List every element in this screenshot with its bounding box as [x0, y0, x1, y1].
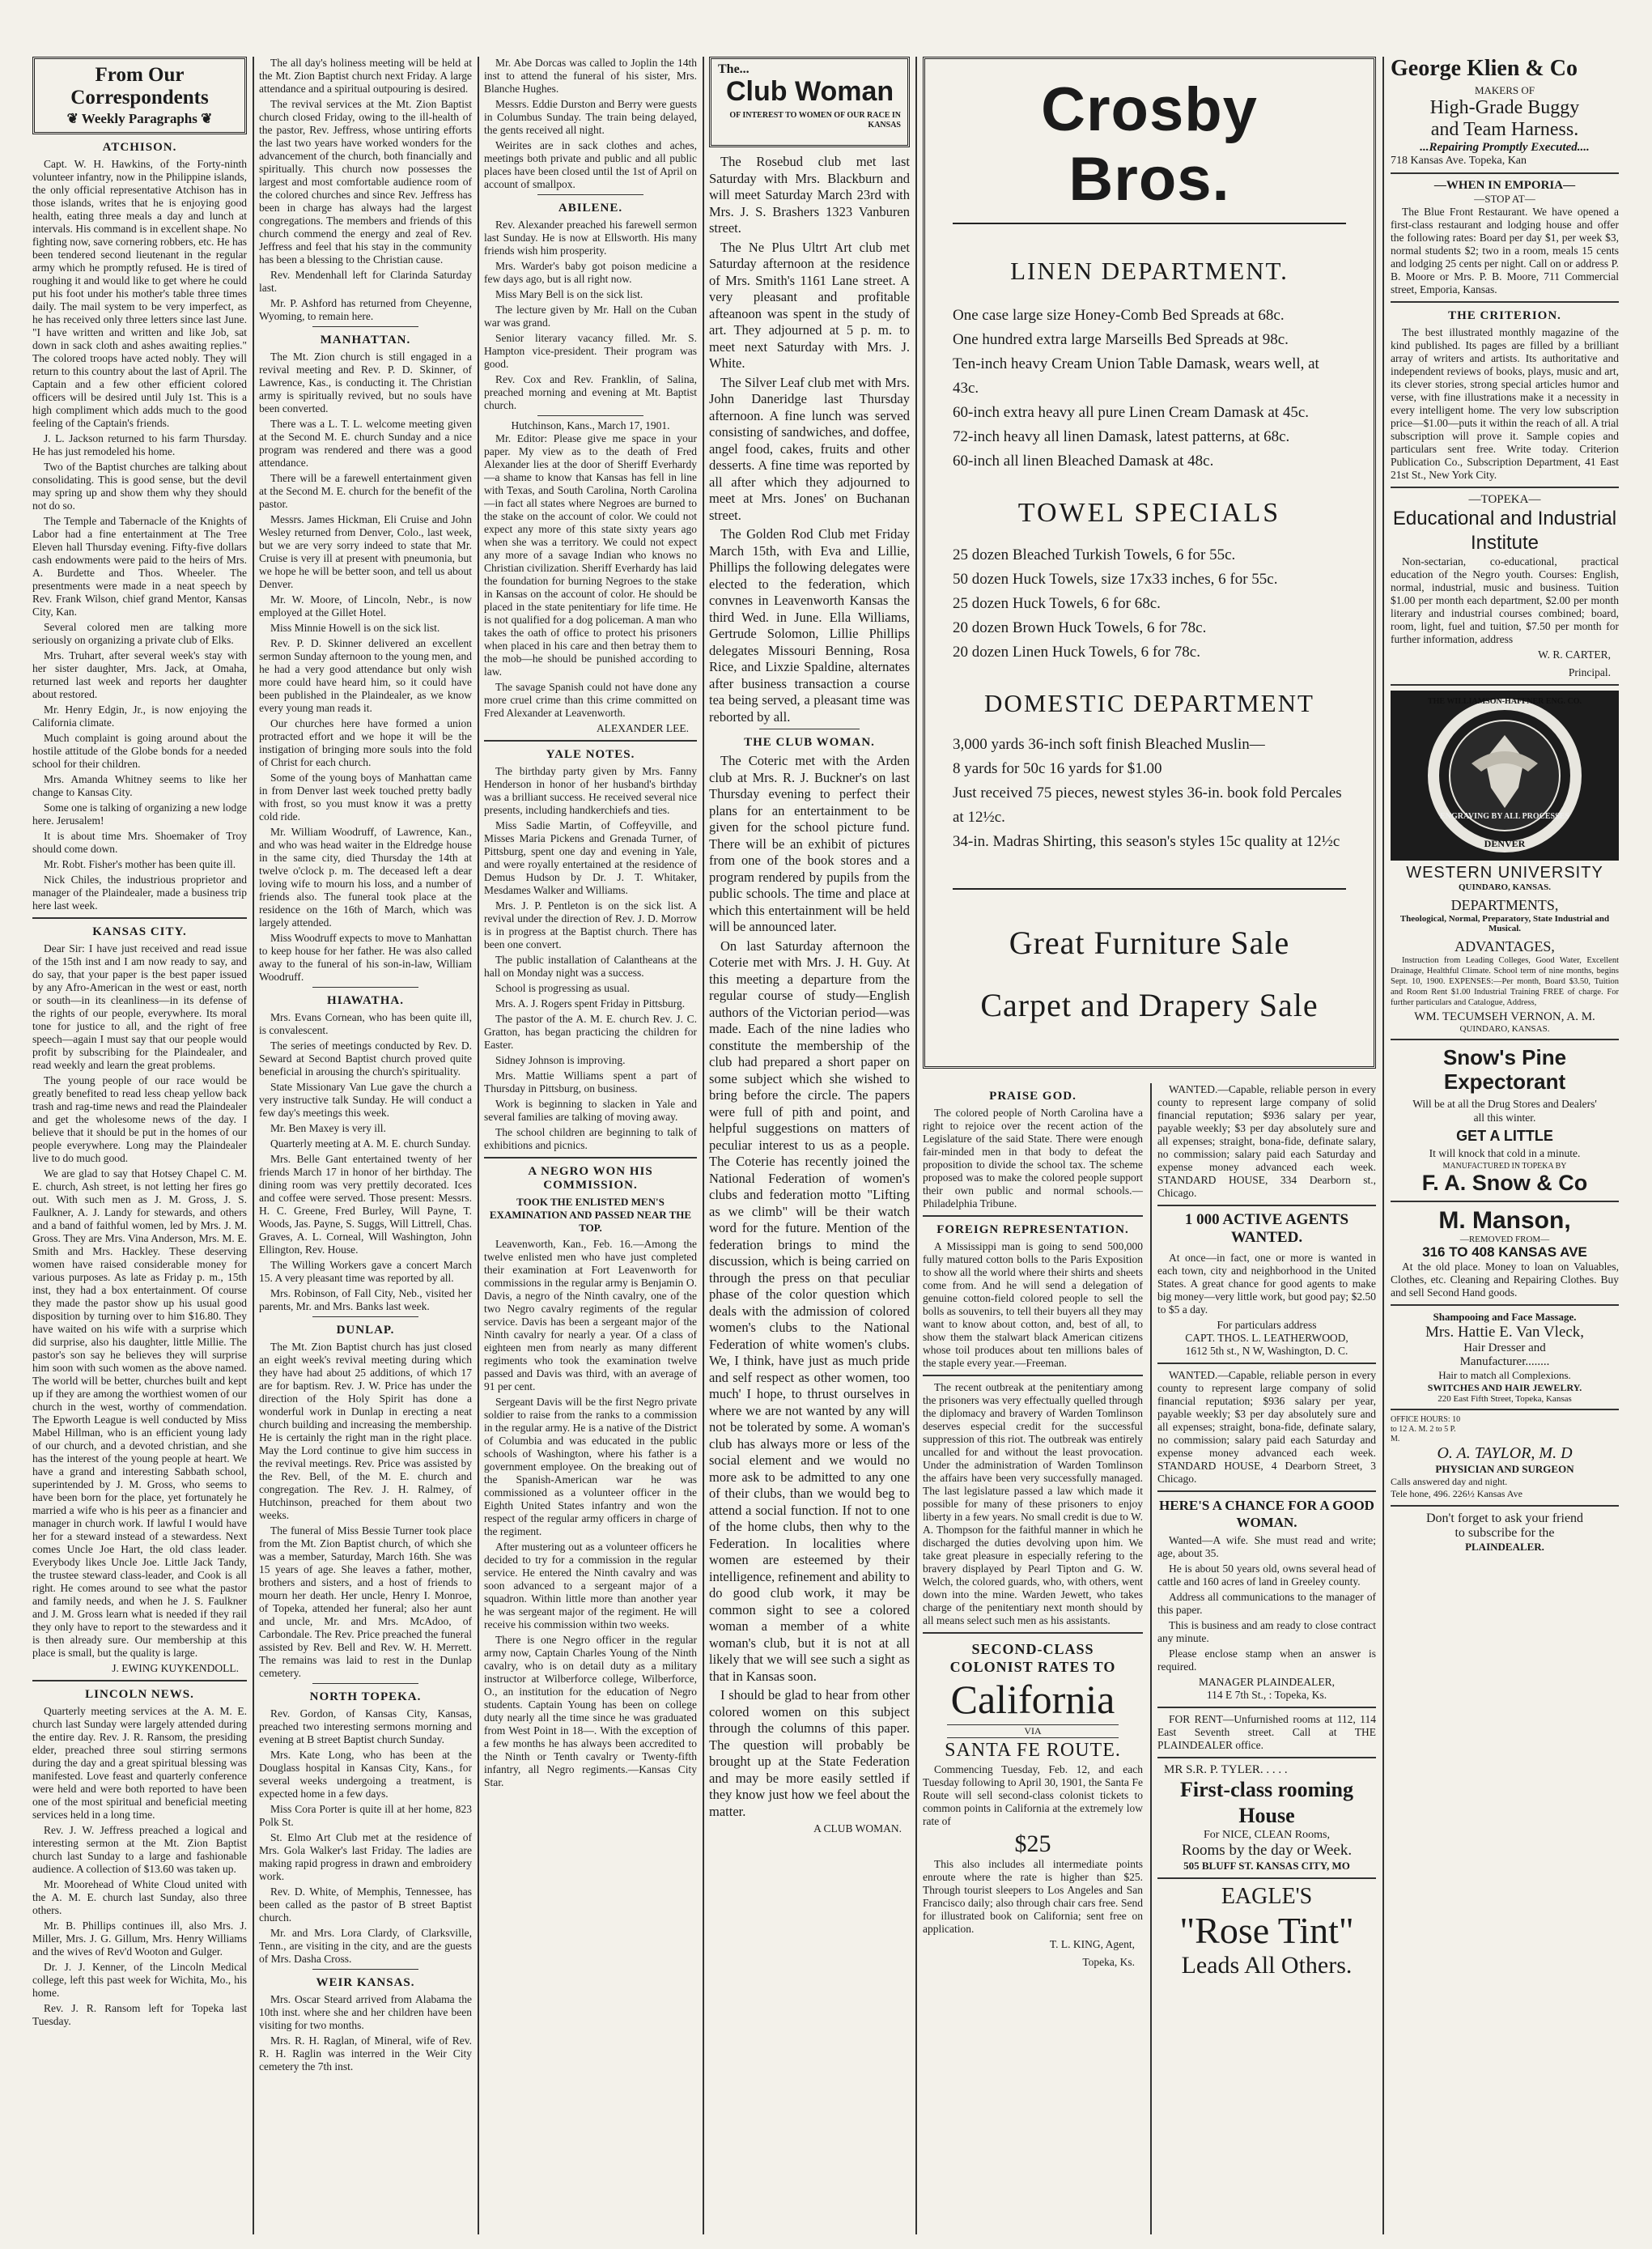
paragraph: Messrs. James Hickman, Eli Cruise and John Wesley returned from Denver, Colo., last week, but we are very sorry indeed to state that Mr. Cruise is very ill at present with pneumonia, but we hope he will be better soon, and tell us about Denver. — [259, 513, 472, 590]
weir-body — [259, 1993, 472, 2073]
paragraph: Mr. Editor: Please give me space in your paper. My view as to the death of Fred Alexander lies at the door of Sheriff Everhardy—a shame to know that Kansas has fell in line with Texas, and South Carolina, North Carolina—in fact all states where Negroes are burned to the stake on the account of color. We could not expect any more of this state sixty years ago when she was a territory. We could not expect any more of a savage Indian who knows no Christian civilization. Sheriff Everhardy has laid the foundation for burning Negroes to the stake in Kansas on the account of color. He should be placed in the state penitentiary for life time. He is not qualified for a dog policeman. A man who takes the oath of office to protect his prisoners when placed in his care and then betray them to the mob—he should be punished according to law. — [484, 432, 697, 678]
linen-heading: LINEN DEPARTMENT. — [1010, 257, 1289, 285]
engraving-top-text: THE WILLIAMSON-HAFFNER ENG. CO. — [1427, 697, 1582, 706]
paragraph: Mr. Abe Dorcas was called to Joplin the 14th inst to attend the funeral of his sister, Mrs. Blanche Hughes. — [484, 57, 697, 95]
eagle-brand: EAGLE'S — [1221, 1884, 1313, 1909]
california-text-2: This also includes all intermediate points enroute where the rate is higher than $25. Through tourist sleepers to Los Angeles and San Francisco daily; also through chair cars free. Send for illustrated book on California; sent free on application. — [923, 1858, 1143, 1935]
north-topeka-heading: NORTH TOPEKA. — [309, 1690, 422, 1703]
weir-continued — [484, 57, 697, 191]
paragraph: Quarterly meeting at A. M. E. church Sunday. — [270, 1137, 471, 1150]
paragraph: The school children are beginning to talk of exhibitions and picnics. — [484, 1126, 697, 1151]
snow-text-2: It will knock that cold in a minute. — [1429, 1147, 1581, 1159]
paragraph: The lecture given by Mr. Hall on the Cuban war was grand. — [484, 304, 697, 329]
manhattan-body — [259, 351, 472, 984]
western-departments-heading: DEPARTMENTS, — [1450, 897, 1559, 913]
paragraph: On last Saturday afternoon the Coterie met with Mrs. J. H. Guy. At this meeting a departure from the regular course of study—English authors of the Victorian period—was made. Each of the nine ladies who constitute the membership of the club had prepared a short paper on some subject which she wished to bring before the circle. The papers were full of pith and point, and helpful suggestions on matters of peculiar interest to us as a people. The Coterie has recently joined the National Federation of women's clubs and federation motto "Lifting as we climb" will be their watch word for the future. Mention of the federation brings to mind the discussion, which is being carried on through the press on that peculiar phase of the color question which deals with the admission of colored women's clubs to the National Federation of white women's clubs. We, I think, have just as much pride and self respect as other women, too much' I hope, to thrust ourselves in where we are not wanted by any will not be tolerated by some. A woman's club has always more or less of the social element and we would no more ask to be admitted to any one of their clubs, than we would beg to attend a social function. If not to one of the home clubs, then why to the Federation. In localities where women are esteemed by their intelligence, refinement and ability to do good club work, it may be common sight to see a colored woman a member of a white woman's club, but it is not at all likely that we will see such a sight as that in Kansas soon. — [709, 937, 910, 1684]
paragraph: The Ne Plus Ultrt Art club met Saturday afternoon at the residence of Mrs. Smith's 1161 Lane street. A very pleasant and profitable afteanoon was spent in the study of art. They adjourned at 5 p. m. to meet next Saturday with Mrs. J. White. — [709, 239, 910, 371]
paragraph: The savage Spanish could not have done any more cruel crime than this crime committed on Fred Alexander at Leavenworth. — [484, 681, 697, 719]
paragraph: 25 dozen Huck Towels, 6 for 68c. — [953, 595, 1161, 612]
kansas-city-signature: J. EWING KUYKENDOLL. — [112, 1662, 239, 1674]
mt-zion-notes — [259, 57, 472, 323]
vleck-role-2: Manufacturer........ — [1459, 1355, 1550, 1368]
klien-name: George Klien & Co — [1391, 57, 1578, 81]
paragraph: I should be glad to hear from other colored women on this subject through the columns of this paper. The question will probably be brought up at the State Federation and may be more easily settled if they know just how we feel about the matter. — [709, 1687, 910, 1819]
club-notes — [709, 154, 910, 725]
paragraph: Rev. J. W. Jeffress preached a logical and interesting sermon at the Mt. Zion Baptist church last Sunday to a large and fashionable audience. A collection of $13.60 was taken up. — [32, 1824, 247, 1875]
kansas-city-body — [32, 942, 247, 1660]
paragraph: Mrs. Oscar Steard arrived from Alabama the 10th inst. where she and her children have been visiting for two months. — [259, 1993, 472, 2031]
chance-heading: HERE'S A CHANCE FOR A GOOD WOMAN. — [1159, 1498, 1374, 1530]
paragraph: After mustering out as a volunteer officers he decided to try for a commission in the regular service. He entered the Ninth cavalry and was soon advanced to a sergeant major of a squadron. Within little more than another year he was sergeant major of the regiment. He will receive his commission within two weeks. — [484, 1541, 697, 1630]
paragraph: Miss Sadie Martin, of Coffeyville, and Misses Maria Pickens and Grenada Turner, of Pittsburg, spent one day and evening in Yale, and were royally entertained at the residence of Demus Hudson by Dr. J. T. Whitaker, Mesdames Walker and Williams. — [484, 819, 697, 896]
emporia-text: The Blue Front Restaurant. We have opened a first-class restaurant and lodging house and offer the following rates: Board per day $1, per week $3, normal students $2; two in a room, meals 15 cents and lodging 25 cents per night. Call on or address P. B. Moore or Mrs. P. B. Moore, 711 Commercial street, Emporia, Kansas. — [1391, 206, 1619, 295]
paragraph: We are glad to say that Hotsey Chapel C. M. E. church, Ash street, is not letting her fires go out. With such men as J. M. Gross, J. S. Faulkner, A. J. Landy for stewards, and others and a band of faithful women, led by Mrs. J. M. Gross. They are Mrs. Vina Anderson, Mrs. M. E. Smith and Mrs. Hackley. These deserving women have raised considerable money for various purposes. As late as Friday p. m., 15th inst, they had a box entertainment. Of course they made the pastor show up his usual good disposition by turning over to him $16.80. They have waited on his wife with a surprise which did surprise, also his daughter, little Millie. The pastor's son say he believes they will surprise him soon with such women as the above named. The world will be better, churches built and kept up if they are among the worthiest women of our church in the west, worthy of commendation. The Epworth League is well conducted by Miss Mabel Hillman, who is an efficient young lady of our church, and a devoted christian, and she has the interest of the young people at heart. We have a grand and interesting Sabbath school, superintended by J. M. Gross, who seems to have been born for the place, yet fortunately he married a wife who is his peer as a financier and manager in church work. If lawful I would have her for a steward instead of a stewardess. Next comes Uncle Joe Hart, the old class leader. Everybody likes Uncle Joe. Little Jack Tandy, the trustee steward class-leader, and Cook is all right. He comes around to see what the pastor and family needs, and when he J. S. Faulkner and J. M. Gross learn what is needed if they rail they only have to report to the stewardess and it is then already sure. Our membership at this place is small, but the quality is large. — [32, 1167, 247, 1659]
correspondents-title: From Our Correspondents — [70, 64, 209, 108]
criterion-text: The best illustrated monthly magazine of the kind published. Its pages are filled by a brilliant array of writers and artists. Its authoritative and independent reviews of books, plays, music and art, its clever stories, strong special articles humor and verse, with fine illustrations make it a necessity in every intelligent home. The very low subscription price—$1.00—puts it within the reach of all. A trial subscription will prove it. Sample copies and particulars sent free. Write today. Criterion Publication Co., Subscription Department, 41 East 21st St., New York City. — [1391, 326, 1619, 481]
paragraph: The Coteric met with the Arden club at Mrs. R. J. Buckner's on last Thursday evening to perfect their plans for an entertainment to be given for the school picture fund. There will be an exhibit of pictures from one of the book stores and a program rendered by pupils from the public schools. The time and place at which this entertainment will be held will be announced later. — [709, 753, 910, 934]
column-7 — [1391, 57, 1619, 2234]
wanted-ad-1: WANTED.—Capable, reliable person in every county to represent large company of solid financial reputation; $936 salary per year, payable weekly; $3 per day absolutely sure and all expenses; straight, bona-fide, definate salary, no commission; salary paid each Saturday and expense money advanced each week. STANDARD HOUSE, 334 Dearborn st., Chicago. — [1157, 1083, 1376, 1199]
taylor-calls: Calls answered day and night. — [1391, 1476, 1508, 1487]
topeka-institute-name: Educational and Industrial Institute — [1392, 508, 1617, 554]
atchison-body — [32, 158, 247, 912]
paragraph: The revival services at the Mt. Zion Baptist church closed Friday, owing to the ill-health of the pastor, Rev. Jeffress, whose untiring efforts the last two years have worked wonders for the advancement of the church, both financially and spiritually. This church now possesses the largest and most comfortable audience room of the colored churches and since Rev. Jeffress has been in charge has always had the largest congregations. The members and friends of this church commend the energy and zeal of Rev. Jeffress and feel that his stay in the community has been a blessing to the Christian cause. — [259, 98, 472, 266]
western-signature: WM. TECUMSEH VERNON, A. M. — [1414, 1010, 1595, 1023]
towel-list — [953, 543, 1346, 665]
california-via: VIA — [947, 1724, 1119, 1738]
taylor-name: O. A. TAYLOR, M. D — [1437, 1444, 1573, 1462]
correspondents-subtitle: Weekly Paragraphs — [81, 111, 197, 126]
paragraph: Mrs. Truhart, after several week's stay with her sister daughter, Mrs. Jack, at Omaha, returned last week and reports her daughter about restored. — [32, 649, 247, 700]
paragraph: Sergeant Davis will be the first Negro private soldier to raise from the ranks to a commission in the regular army. He is a native of the District of Columbia and was educated in the public schools of Washington, where his father is a government employee. On the breaking out of the Spanish-American war he was commissioned as a volunteer officer in the Eighth United States infantry and won the respect of the regular army officers in charge of the regiment. — [484, 1396, 697, 1537]
taylor-role: PHYSICIAN AND SURGEON — [1435, 1463, 1574, 1475]
hiawatha-heading: HIAWATHA. — [327, 994, 404, 1007]
klien-harness: and Team Harness. — [1430, 119, 1579, 140]
towel-heading: TOWEL SPECIALS — [1017, 498, 1281, 528]
vleck-items: SWITCHES AND HAIR JEWELRY. — [1427, 1382, 1582, 1393]
paragraph: The funeral of Miss Bessie Turner took place from the Mt. Zion Baptist church, of which she was a member, Saturday, March 16th. She was 15 years of age. She leaves a father, mother, brothers and sisters, and a host of friends to mourn her death. Her uncle, Henry I. Monroe, of Topeka, attended her funeral; also her aunt and uncle, Mr. and Mrs. McAdoo, of Carbondale. The Rev. Price preached the funeral assisted by Rev. Bell and Rev. W. H. Merrett. The remains was laid to rest in the Dunlap cemetery. — [259, 1524, 472, 1679]
western-advantages-heading: ADVANTAGES, — [1455, 938, 1555, 954]
western-departments-text: Theological, Normal, Preparatory, State Industrial and Musical. — [1399, 914, 1610, 933]
hiawatha-body — [259, 1011, 472, 1313]
club-woman-title: Club Woman — [726, 76, 894, 107]
club-woman-the: The... — [718, 62, 750, 76]
rooming-by-day: Rooms by the day or Week. — [1181, 1842, 1353, 1859]
agents-heading: 1 000 ACTIVE AGENTS WANTED. — [1184, 1211, 1349, 1246]
engraving-seal-icon — [1391, 691, 1619, 861]
paragraph: The birthday party given by Mrs. Fanny Henderson in honor of her husband's birthday was a brilliant success. He received several nice presents, including handkerchiefs and ties. — [484, 765, 697, 816]
paragraph: Mrs. Amanda Whitney seems to like her change to Kansas City. — [32, 773, 247, 798]
chance-manager: MANAGER PLAINDEALER, — [1199, 1676, 1335, 1688]
santa-fe-route: SANTA FE ROUTE. — [945, 1740, 1121, 1761]
club-woman-tagline: OF INTEREST TO WOMEN OF OUR RACE IN KANSAS — [729, 111, 901, 130]
paragraph: Rev. Mendenhall left for Clarinda Saturday last. — [259, 269, 472, 294]
paragraph: Rev. Cox and Rev. Franklin, of Salina, preached morning and evening at Mt. Baptist church. — [484, 373, 697, 411]
manson-text: At the old place. Money to loan on Valuables, Clothes, etc. Cleaning and Repairing Clothes. Buy and sell Second Hand goods. — [1391, 1261, 1619, 1299]
north-topeka-body — [259, 1707, 472, 1966]
paragraph: Miss Mary Bell is on the sick list. — [495, 288, 643, 300]
paragraph: 8 yards for 50c 16 yards for $1.00 — [953, 760, 1162, 777]
paragraph: Mrs. Robinson, of Fall City, Neb., visited her parents, Mr. and Mrs. Banks last week. — [259, 1287, 472, 1312]
topeka-heading: —TOPEKA— — [1468, 493, 1541, 506]
western-advantages-text: Instruction from Leading Colleges, Good Water, Excellent Drainage, Healthful Climate. School term of nine months, begins Sept. 10, 1900. EXPENSES:—Per month, Board $3.50, Tuition and Room Rent $1.00 Industrial Training FREE of charge. For further particulars and Catalogue, Address, — [1391, 956, 1619, 1007]
rooming-clean-rooms: For NICE, CLEAN Rooms, — [1204, 1829, 1330, 1841]
furniture-sale: Great Furniture Sale — [1009, 925, 1290, 961]
paragraph: Address all communications to the manager of this paper. — [1157, 1591, 1376, 1616]
dunlap-body — [259, 1341, 472, 1680]
paragraph: Mrs. Mattie Williams spent a part of Thursday in Pittsburg, on business. — [484, 1069, 697, 1095]
paragraph: Ten-inch heavy Cream Union Table Damask, wears well, at 43c. — [953, 355, 1319, 397]
taylor-phone: Tele hone, 496. 226½ Kansas Ave — [1391, 1488, 1522, 1499]
topeka-principal-name: W. R. CARTER, — [1538, 648, 1611, 661]
column-1 — [32, 57, 247, 2234]
paragraph: Our churches here have formed a union protracted effort and we hope it will be the instigation of bringing more souls into the fold of Christ for each church. — [259, 717, 472, 768]
lincoln-body — [32, 1705, 247, 2028]
california-text: Commencing Tuesday, Feb. 12, and each Tuesday following to April 30, 1901, the Santa Fe Route will sell second-class colonist tickets to common points in California at the extremely low rate of — [923, 1763, 1143, 1827]
paragraph: The Rosebud club met last Saturday with Mrs. Blackburn and will meet Saturday March 23rd with Mrs. J. S. Brashers 1323 Vanburen street. — [709, 154, 910, 236]
tyler-name: MR S.R. P. TYLER. . . . . — [1164, 1763, 1288, 1776]
chance-body — [1157, 1534, 1376, 1673]
ornament-right-icon: ❦ — [197, 111, 213, 126]
klien-buggy: High-Grade Buggy — [1429, 97, 1580, 118]
western-location: QUINDARO, KANSAS. — [1459, 882, 1551, 892]
paragraph: Mrs. A. J. Rogers spent Friday in Pittsburg. — [495, 997, 686, 1010]
paragraph: He is about 50 years old, owns several head of cattle and 160 acres of land in Greeley county. — [1157, 1562, 1376, 1588]
column-2 — [259, 57, 472, 2234]
paragraph: 34-in. Madras Shirting, this season's styles 15c quality at 12½c — [953, 833, 1340, 850]
agents-address-street: 1612 5th st., N W, Washington, D. C. — [1185, 1345, 1348, 1357]
paragraph: The series of meetings conducted by Rev. D. Seward at Second Baptist church proved quite beneficial in arousing the church's spirituality. — [259, 1039, 472, 1078]
paragraph: It is about time Mrs. Shoemaker of Troy should come down. — [32, 830, 247, 855]
klien-repair: ...Repairing Promptly Executed.... — [1420, 141, 1590, 154]
criterion-heading: THE CRITERION. — [1448, 309, 1561, 322]
california-price: $25 — [1014, 1830, 1051, 1857]
rooming-address: 505 BLUFF ST. KANSAS CITY, MO — [1183, 1860, 1350, 1872]
paragraph: Rev. Alexander preached his farewell sermon last Sunday. He is now at Ellsworth. His many friends wish him prosperity. — [484, 219, 697, 257]
engraving-bottom-text: DENVER — [1484, 838, 1526, 849]
paragraph: Several colored men are talking more seriously on organizing a private club of Elks. — [32, 621, 247, 646]
praise-god-heading: PRAISE GOD. — [989, 1090, 1077, 1103]
snow-expectorant-name: Snow's Pine Expectorant — [1442, 1045, 1567, 1094]
leads-all-others: Leads All Others. — [1181, 1952, 1353, 1979]
paragraph: 20 dozen Linen Huck Towels, 6 for 78c. — [953, 644, 1200, 661]
agents-address-label: For particulars address — [1217, 1319, 1317, 1331]
klien-address: 718 Kansas Ave. Topeka, Kan — [1391, 155, 1527, 167]
domestic-list — [953, 733, 1346, 854]
paragraph: St. Elmo Art Club met at the residence of Mrs. Gola Walker's last Friday. The ladies are making rapid progress in drawn and embroidery work. — [259, 1831, 472, 1882]
paragraph: Mrs. Evans Cornean, who has been quite ill, is convalescent. — [259, 1011, 472, 1036]
paragraph: One case large size Honey-Comb Bed Spreads at 68c. — [953, 307, 1285, 324]
paragraph: This is business and am ready to close contract any minute. — [1157, 1619, 1376, 1644]
paragraph: Dr. J. J. Kenner, of the Lincoln Medical college, left this past week for Wichita, Mo., his home. — [32, 1961, 247, 1999]
paragraph: Weirites are in sack clothes and aches, meetings both private and public and all public places have been closed until the 1st of April on account of smallpox. — [484, 139, 697, 190]
western-university-name: WESTERN UNIVERSITY — [1406, 864, 1603, 882]
paragraph: Mr. W. Moore, of Lincoln, Nebr., is now employed at the Gillet Hotel. — [259, 593, 472, 619]
paragraph: Rev. J. R. Ransom left for Topeka last Tuesday. — [32, 2002, 247, 2027]
rose-tint: "Rose Tint" — [1179, 1910, 1354, 1951]
paragraph: 20 dozen Brown Huck Towels, 6 for 78c. — [953, 619, 1207, 636]
paragraph: Mr. Moorehead of White Cloud united with the A. M. E. church last Sunday, also three others. — [32, 1878, 247, 1916]
paragraph: Some of the young boys of Manhattan came in from Denver last week touched pretty badly with frost, so you must know it was a pretty cold ride. — [259, 772, 472, 823]
engraving-ad — [1391, 691, 1619, 861]
praise-god-text: The colored people of North Carolina have a right to rejoice over the recent action of the Legislature of the said State. There were enough fair-minded men in that body to defeat the proposition to divide the school tax. The scheme proposed was to make the colored people support their own public and normal schools.—Philadelphia Tribune. — [923, 1107, 1143, 1210]
atchison-heading: ATCHISON. — [102, 141, 177, 154]
subscribe-line-1: Don't forget to ask your friend — [1425, 1511, 1584, 1525]
wanted-ad-2: WANTED.—Capable, reliable person in every county to represent large company of solid financial reputation; $936 salary per year, payable weekly; $3 per day absolutely sure and all expenses; straight, bona-fide, definate salary, no commission; salary paid each Saturday and expense money advanced each week. STANDARD HOUSE, 4 Dearborn Street, 3 Chicago. — [1157, 1369, 1376, 1485]
subscribe-line-2: to subscribe for the — [1455, 1526, 1555, 1540]
vleck-heading: Shampooing and Face Massage. — [1433, 1311, 1577, 1323]
paragraph: 60-inch all linen Bleached Damask at 48c. — [953, 453, 1214, 470]
snow-company: F. A. Snow & Co — [1421, 1171, 1588, 1195]
linen-list — [953, 304, 1346, 474]
ornament-left-icon: ❦ — [66, 111, 82, 126]
the-club-woman-heading: THE CLUB WOMAN. — [744, 736, 875, 749]
paragraph: Mrs. R. H. Raglan, of Mineral, wife of Rev. R. H. Raglin was interred in the Weir City cemetery the 7th inst. — [259, 2034, 472, 2073]
paragraph: The public installation of Calantheans at the hall on Monday night was a success. — [484, 954, 697, 979]
hutchinson-dateline: Hutchinson, Kans., March 17, 1901. — [511, 419, 670, 432]
california-location: Topeka, Ks. — [1082, 1956, 1135, 1968]
paragraph: The young people of our race would be greatly benefited to read less cheap yellow back trash and rag-time news and read the Plaindealer and get the wholesome news of the day. I believe that it should be put in the homes of our people everywhere. Long may the Plaindealer live to do much good. — [32, 1074, 247, 1164]
taylor-hours: OFFICE HOURS: 10 to 12 A. M. 2 to 5 P. M. — [1391, 1415, 1461, 1443]
vleck-role-1: Hair Dresser and — [1463, 1341, 1546, 1354]
paragraph: Rev. Gordon, of Kansas City, Kansas, preached two interesting sermons morning and evening at B street Baptist church Sunday. — [259, 1707, 472, 1745]
paragraph: Please enclose stamp when an answer is required. — [1157, 1647, 1376, 1673]
negro-commission-heading: A NEGRO WON HIS COMMISSION. — [528, 1165, 653, 1192]
emporia-heading: —WHEN IN EMPORIA— — [1433, 179, 1576, 192]
lincoln-heading: LINCOLN NEWS. — [85, 1688, 194, 1701]
paragraph: 50 dozen Huck Towels, size 17x33 inches, 6 for 55c. — [953, 571, 1278, 588]
paragraph: Rev. P. D. Skinner delivered an excellent sermon Sunday afternoon to the young men, and he had a very good attendance but only wish more could have heard him, so it could have been published in the Plaindealer, as we know every young man reads it. — [259, 637, 472, 714]
paragraph: 25 dozen Bleached Turkish Towels, 6 for 55c. — [953, 546, 1236, 563]
paragraph: Mrs. Belle Gant entertained twenty of her friends March 17 in honor of her birthday. The dining room was very prettily decorated. Ices and coffee were served. Those present: Messrs. H. C. Greene, Fred Burley, Will Payne, T. Woods, Jas. Payne, S. Suggs, Will Littrell, Chas. Graves, A. L. Corneal, Will Washington, John Ellington, Rev. House. — [259, 1153, 472, 1256]
hutchinson-letter — [484, 432, 697, 720]
paragraph: Sidney Johnson is improving. — [495, 1054, 626, 1066]
paragraph: 3,000 yards 36-inch soft finish Bleached Muslin— — [953, 736, 1265, 753]
club-woman-essay — [709, 753, 910, 1820]
paragraph: The Willing Workers gave a concert March 15. A very pleasant time was reported by all. — [259, 1259, 472, 1284]
paragraph: Mrs. Warder's baby got poison medicine a few days ago, but is all right now. — [484, 260, 697, 285]
manhattan-heading: MANHATTAN. — [320, 334, 411, 346]
subscribe-line-3: PLAINDEALER. — [1465, 1541, 1544, 1553]
dunlap-heading: DUNLAP. — [336, 1324, 395, 1337]
manson-address: 316 TO 408 KANSAS AVE — [1422, 1244, 1587, 1260]
paragraph: Mr. William Woodruff, of Lawrence, Kan., and who was head waiter in the Eldredge house in the same city, died Thursday the 14th at twelve o'clock p. m. The deceased left a dear loving wife to mourn his loss, and a number of friends also. The funeral took place at the residence on the 16th of March, which was largely attended. — [259, 826, 472, 929]
paragraph: Mr. and Mrs. Lora Clardy, of Clarksville, Tenn., are visiting in the city, and are the guests of Mrs. Dasha Cross. — [259, 1927, 472, 1965]
paragraph: There is one Negro officer in the regular army now, Captain Charles Young of the Ninth cavalry, who is on detail duty as a military instructor at Wilberforce college, Wilberforce, O., an institution for the education of Negro students. Captain Young has been on college duty nearly all the time since he was graduated from West Point in 18—. With the exception of a few months he has always been accredited to the Ninth or Tenth cavalry or Twenty-fifth infantry, all Negro regiments.—Kansas City Star. — [484, 1634, 697, 1788]
western-signature-location: QUINDARO, KANSAS. — [1459, 1024, 1550, 1034]
paragraph: Messrs. Eddie Durston and Berry were guests in Columbus Sunday. The train being delayed, the gents received all night. — [484, 98, 697, 136]
paragraph: Rev. D. White, of Memphis, Tennessee, has been called as the pastor of B street Baptist church. — [259, 1886, 472, 1924]
agents-address-name: CAPT. THOS. L. LEATHERWOOD, — [1185, 1332, 1348, 1344]
snow-manufactured: MANUFACTURED IN TOPEKA BY — [1442, 1162, 1567, 1171]
newspaper-page — [32, 57, 1619, 2234]
topeka-principal-title: Principal. — [1568, 666, 1611, 678]
kansas-city-heading: KANSAS CITY. — [92, 925, 187, 938]
paragraph: Two of the Baptist churches are talking about consolidating. This is good sense, but the devil may spring up and show them why they should not do so. — [32, 461, 247, 512]
paragraph: One hundred extra large Marseills Bed Spreads at 98c. — [953, 331, 1289, 348]
vleck-text: Hair to match all Complexions. — [1438, 1369, 1571, 1381]
paragraph: Leavenworth, Kan., Feb. 16.—Among the twelve enlisted men who have just completed their examination at Fort Leavenworth for commissions in the regular army is Benjamin O. Davis, a negro of the Ninth cavalry, one of the two Negro cavalry regiments of the regular service. Davis has been a sergeant major of the Ninth cavalry for nearly a year. Of a class of eighteen men from nearly as many different regiments who took the examination twelve passed and Davis was third, with an average of 91 per cent. — [484, 1238, 697, 1392]
yale-body — [484, 765, 697, 1152]
paragraph: Mrs. J. P. Pentleton is on the sick list. A revival under the direction of Rev. J. D. Morrow is in progress at the Baptist church. There has been one convert. — [484, 899, 697, 950]
emporia-stop: —STOP AT— — [1474, 193, 1535, 205]
snow-text: Will be at all the Drug Stores and Dealers' all this winter. — [1412, 1098, 1597, 1124]
correspondents-banner — [32, 57, 247, 134]
abilene-heading: ABILENE. — [558, 202, 623, 215]
yale-heading: YALE NOTES. — [546, 748, 635, 761]
paragraph: Just received 75 pieces, newest styles 36-in. book fold Percales at 12½c. — [953, 784, 1342, 826]
column-5 — [923, 1083, 1143, 2234]
paragraph: The Silver Leaf club met with Mrs. John Daneridge last Thursday afternoon. A fine lunch was served consisting of sandwiches, and doffee, angel food, cakes, fruits and other desserts. A fine time was reported by all after which they adjourned to meet at Mrs. Jones' on Buchanan street. — [709, 374, 910, 523]
rooming-house-title: First-class rooming House — [1180, 1778, 1353, 1827]
california-heading: SECOND-CLASS COLONIST RATES TO — [949, 1641, 1116, 1675]
paragraph: Wanted—A wife. She must read and write; age, about 35. — [1157, 1534, 1376, 1559]
penitentiary-text: The recent outbreak at the penitentiary among the prisoners was very effectually quelled through the diplomacy and bravery of Warden Tomlinson deserves especial credit for the successful suppression of this riot. The outbreak was entirely uncalled for and without the least provocation. Under the administration of Warden Tomlinson the affairs have been very successfully managed. The last legislature passed a law which made it possible for many of these prisoners to enjoy liberty in a few years. No small credit is due to W. A. Thompson for the faithful manner in which he discharged the duties devolving upon him. We take great pleasure in especially refering to the bravery displayed by Pearl Tipton and G. W. Welch, the colored guards, who, with others, went down into the mine. Warden Jewett, who takes charge of the penitentiary next month should by all means select such men as his assistants. — [923, 1381, 1143, 1626]
paragraph: The all day's holiness meeting will be held at the Mt. Zion Baptist church next Friday. A large attendance and a spiritual outpouring is desired. — [259, 57, 472, 95]
paragraph: Work is beginning to slacken in Yale and several families are talking of moving away. — [484, 1098, 697, 1123]
negro-commission-subheading: TOOK THE ENLISTED MEN'S EXAMINATION AND PASSED NEAR THE TOP. — [489, 1196, 692, 1234]
engraving-mid-text: ENGRAVING BY ALL PROCESSES — [1440, 812, 1569, 821]
paragraph: Much complaint is going around about the hostile attitude of the Globe bonds for a needed school for their children. — [32, 732, 247, 770]
club-woman-signature: A CLUB WOMAN. — [813, 1822, 902, 1834]
paragraph: Some one is talking of organizing a new lodge here. Jerusalem! — [32, 801, 247, 827]
paragraph: State Missionary Van Lue gave the church a very instructive talk Sunday. He will conduct a few day's meetings this week. — [259, 1081, 472, 1119]
california-agent: T. L. KING, Agent, — [1049, 1938, 1135, 1950]
topeka-text: Non-sectarian, co-educational, practical education of the Negro youth. Courses: English, normal, industrial, music and business. Tuition $1.00 per month each department, $2.00 per month literary and industrial courses combined; board, room, light, fuel and tuition, $7.50 per month for further information, address — [1391, 555, 1619, 645]
paragraph: Dear Sir: I have just received and read issue of the 15th inst and I am now ready to say, and do say, that your paper is the best paper issued by any Afro-American in the west or east, north or south—in its cleanliness—in its defense of the rights of our people, everywhere. Its moral tone for justice to all, and the right of free speech—again I must say that our people would profit by subscribing for the Plaindealer, and read weekly and learn the great problems. — [32, 942, 247, 1071]
california-title: California — [950, 1677, 1115, 1722]
paragraph: The Mt. Zion church is still engaged in a revival meeting and Rev. P. D. Skinner, of Lawrence, Kas., is conducting it. The Christian army is spiritually revived, but no souls have been converted. — [259, 351, 472, 415]
paragraph: Miss Cora Porter is quite ill at her home, 823 Polk St. — [259, 1803, 472, 1828]
paragraph: Senior literary vacancy filled. Mr. S. Hampton vice-president. Their program was good. — [484, 332, 697, 370]
column-4 — [709, 57, 910, 2234]
vleck-name: Mrs. Hattie E. Van Vleck, — [1425, 1324, 1585, 1341]
paragraph: 72-inch heavy all linen Damask, latest patterns, at 68c. — [953, 428, 1290, 445]
paragraph: Mr. Robt. Fisher's mother has been quite ill. — [44, 858, 236, 870]
klien-makers: MAKERS OF — [1474, 84, 1535, 96]
column-3 — [484, 57, 697, 2234]
vleck-address: 220 East Fifth Street, Topeka, Kansas — [1438, 1394, 1572, 1404]
paragraph: The Mt. Zion Baptist church has just closed an eight week's revival meeting during which they have had about 25 additions, of which 17 are for baptism. Rev. J. W. Price has under the direction of the Holy Spirit has done a wonderful work in Dunlap in erecting a neat church building and increasing the membership. He is certainly the right man in the right place. May the Lord continue to give him success in the revival meetings. Rev. Price was assisted by the Rev. Bell, of the M. E. church and congregation. The Rev. J. H. Ralmey, of Hutchinson, preached for them about two weeks. — [259, 1341, 472, 1521]
domestic-heading: DOMESTIC DEPARTMENT — [984, 689, 1314, 717]
foreign-representation-text: A Mississippi man is going to send 500,000 fully matured cotton bolls to the Paris Exposition to show all the world where their shirts and sheets come from. And he will send a delegation of genuine cotton-field colored people to sell the bolls as souvenirs, to tell their buyers all they may want to know about cotton, and, best of all, to show them the stalwart black American citizens whose toil produces about ten millions bales of the staple every year.—Freeman. — [923, 1240, 1143, 1369]
manson-removed: —REMOVED FROM— — [1459, 1235, 1550, 1244]
club-woman-banner — [709, 57, 910, 147]
paragraph: The pastor of the A. M. E. church Rev. J. C. Gratton, has began practicing the children for Easter. — [484, 1013, 697, 1051]
negro-commission-body — [484, 1238, 697, 1789]
crosby-bros-ad — [923, 57, 1376, 1069]
paragraph: Mr. P. Ashford has returned from Cheyenne, Wyoming, to remain here. — [259, 297, 472, 322]
paragraph: J. L. Jackson returned to his farm Thursday. He has just remodeled his home. — [32, 432, 247, 457]
weir-heading: WEIR KANSAS. — [316, 1976, 415, 1989]
foreign-representation-heading: FOREIGN REPRESENTATION. — [936, 1223, 1129, 1236]
paragraph: There was a L. T. L. welcome meeting given at the Second M. E. church Sunday and a nice program was rendered and there was a good attendance. — [259, 418, 472, 469]
for-rent-ad: FOR RENT—Unfurnished rooms at 112, 114 East Seventh street. Call at THE PLAINDEALER office. — [1157, 1713, 1376, 1751]
paragraph: 60-inch extra heavy all pure Linen Cream Damask at 45c. — [953, 404, 1309, 421]
paragraph: Capt. W. H. Hawkins, of the Forty-ninth volunteer infantry, now in the Philippine islands, the only official representative Atchison has in those islands, writes that he is enjoying good health, eating three meals a day and lunch at intervals. His command is in excellent shape. No fighting now, save cornering robbers, etc. He has been tendered second lieutenant in the regular army which he promptly refused. He is tired of roughing it and would like to get where he could put his foot under his mother's table three times daily. The mail system to be very imperfect, as he has received only three letters since last June. "I have written and written and like Job, sat down in sack cloth and ashes awaiting replies." The colored troops have acted nobly. They will return to this country about the last of April. The Captain and a few other efficient colored officers will be desired until July 1st. This is a high compliment which adds much to the good feeling of the Captain's friends. — [32, 158, 247, 429]
california-ad — [923, 1640, 1143, 1969]
chance-address: 114 E 7th St., : Topeka, Ks. — [1206, 1689, 1327, 1701]
manson-name: M. Manson, — [1438, 1207, 1571, 1234]
paragraph: Mrs. Kate Long, who has been at the Douglass hospital in Kansas City, Kans., for several weeks undergoing a treatment, is expected home in a few days. — [259, 1749, 472, 1800]
abilene-body — [484, 219, 697, 412]
crosby-name: Crosby Bros. — [953, 75, 1346, 224]
carpet-sale: Carpet and Drapery Sale — [980, 987, 1319, 1023]
paragraph: There will be a farewell entertainment given at the Second M. E. church for the benefit of the pastor. — [259, 472, 472, 510]
paragraph: Miss Minnie Howell is on the sick list. — [270, 622, 440, 634]
paragraph: Mr. B. Phillips continues ill, also Mrs. J. Miller, Mrs. J. G. Gillum, Mrs. Henry Williams and the wives of Rev'd Wooton and Gulger. — [32, 1920, 247, 1958]
paragraph: Miss Woodruff expects to move to Manhattan to keep house for her father. He was also called away to the funeral of his son-in-law, William Woodruff. — [259, 932, 472, 983]
column-6 — [1157, 1083, 1376, 2234]
paragraph: Nick Chiles, the industrious proprietor and manager of the Plaindealer, made a business trip here last week. — [32, 874, 247, 912]
paragraph: The Temple and Tabernacle of the Knights of Labor had a fine entertainment at The Tree Eleven hall Thursday evening. Fifty-five dollars cash endowments were paid to the heirs of Mrs. A. Burdette and Thos. Wheeler. The presentments were made in a neat speech by Rev. Frank Wilson, chief grand Mentor, Kansas City, Kan. — [32, 515, 247, 618]
agents-text: At once—in fact, one or more is wanted in each town, city and neighborhood in the United States. A great chance for good agents to make big money—very little work, but good pay; $2.50 to $5 a day. — [1157, 1252, 1376, 1316]
paragraph: School is progressing as usual. — [495, 982, 631, 994]
paragraph: Quarterly meeting services at the A. M. E. church last Sunday were largely attended during the entire day. Rev. J. R. Ransom, the presiding elder, preached three soul stirring sermons during the day and a great spiritual blessing was manifested. Love feast and quarterly conference were held and were both reported to have been one of the most spiritual and beneficial meeting services held in a long time. — [32, 1705, 247, 1821]
paragraph: The Golden Rod Club met Friday March 15th, with Eva and Lillie, Phillips the following delegates were elected to the federation, which convnes in Leavenworth Kansas the third Wed. in June. Ella Williams, Gertrude Solomon, Lillie Phillips delegates Missouri Benning, Rosa Rice, and Lixzie Spaldine, alternates after business transaction a course tea being served, a pleasant time was reborted by all. — [709, 526, 910, 725]
paragraph: Mr. Henry Edgin, Jr., is now enjoying the California climate. — [32, 704, 247, 729]
paragraph: Mr. Ben Maxey is very ill. — [270, 1122, 386, 1134]
hutchinson-signature: ALEXANDER LEE. — [597, 722, 689, 734]
snow-get-little: GET A LITTLE — [1456, 1128, 1553, 1144]
